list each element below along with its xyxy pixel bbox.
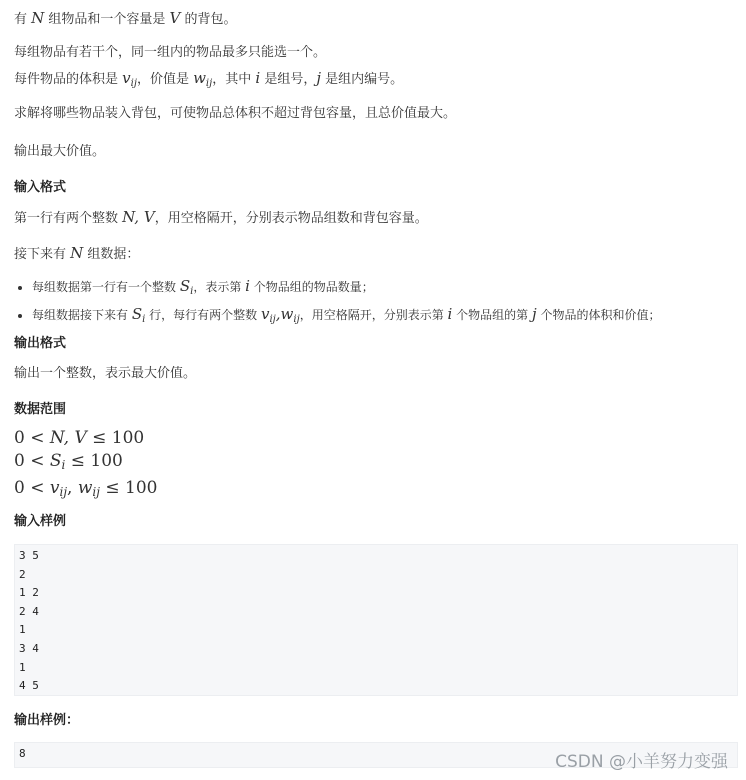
list-item xyxy=(32,303,746,331)
math-sub: ij xyxy=(205,78,213,89)
text: 每件物品的体积是 xyxy=(14,72,123,87)
text: 组物品和一个容量是 xyxy=(44,12,170,27)
text: 第一行有两个整数 xyxy=(14,211,123,226)
math-text: ≤ 100 xyxy=(65,451,123,471)
math-sub: ij xyxy=(293,314,300,325)
text: 接下来有 xyxy=(14,247,71,262)
input-format-list xyxy=(14,275,746,331)
math-S: S xyxy=(179,277,191,295)
math-text: 0 < xyxy=(14,451,50,471)
math-comma: , xyxy=(67,478,78,498)
intro-line-5: 输出最大价值。 xyxy=(14,144,106,159)
intro-line-1 xyxy=(14,6,237,32)
math-w: w xyxy=(280,305,294,323)
sample-input-code: 3 5 2 1 2 2 4 1 3 4 1 4 5 xyxy=(14,544,738,696)
intro-line-2: 每组物品有若干个，同一组内的物品最多只能选一个。 xyxy=(14,45,327,60)
math-i: i xyxy=(447,305,453,323)
output-format-heading: 输出格式 xyxy=(14,336,67,351)
sample-input-heading: 输入样例 xyxy=(14,514,67,529)
math-V: V xyxy=(169,9,181,27)
math-S: S xyxy=(131,305,143,323)
math-sub: ij xyxy=(59,485,68,499)
math-v: v xyxy=(260,305,270,323)
output-format-text: 输出一个整数，表示最大价值。 xyxy=(14,366,197,381)
input-format-line-1 xyxy=(14,205,428,231)
math-N: N xyxy=(31,9,45,27)
text: 个物品组的物品数量； xyxy=(249,280,374,294)
input-format-line-2 xyxy=(14,241,139,267)
math-w: w xyxy=(193,69,206,87)
math-S: S xyxy=(49,451,62,471)
math-text: ≤ 100 xyxy=(99,478,158,498)
list-item xyxy=(32,275,746,303)
text: 是组内编号。 xyxy=(320,72,404,87)
data-range-formulas xyxy=(14,427,157,504)
math-sub: ij xyxy=(92,485,100,499)
input-format-heading: 输入格式 xyxy=(14,180,67,195)
math-j: j xyxy=(316,69,321,87)
text: 是组号， xyxy=(260,72,317,87)
data-range-heading: 数据范围 xyxy=(14,402,67,417)
math-v: v xyxy=(122,69,131,87)
math-sub: ij xyxy=(269,314,276,325)
range-line-2 xyxy=(14,450,157,477)
math-i: i xyxy=(255,69,261,87)
csdn-watermark: CSDN @小羊努力变强 xyxy=(555,752,728,772)
math-sub: i xyxy=(190,286,194,297)
text: 组数据： xyxy=(83,247,140,262)
range-line-1 xyxy=(14,427,157,450)
text: ，用空格隔开，分别表示物品组数和背包容量。 xyxy=(154,211,428,226)
math-text: 0 < xyxy=(14,478,50,498)
math-sub: ij xyxy=(130,78,137,89)
math-sub: i xyxy=(61,458,66,472)
math-j: j xyxy=(531,305,537,323)
text: ，用空格隔开，分别表示第 xyxy=(299,308,448,322)
math-comma: , xyxy=(275,305,281,323)
text: 有 xyxy=(14,12,32,27)
sample-output-heading: 输出样例： xyxy=(14,713,80,728)
sample-output-code: 8 xyxy=(14,742,738,768)
math-text: ≤ 100 xyxy=(86,428,145,448)
math-w: w xyxy=(77,478,93,498)
math-text: 0 < xyxy=(14,428,50,448)
math-N-V: N, V xyxy=(49,428,87,448)
text: 个物品的体积和价值； xyxy=(536,308,661,322)
intro-line-4: 求解将哪些物品装入背包，可使物品总体积不超过背包容量，且总价值最大。 xyxy=(14,106,457,121)
text: ，其中 xyxy=(212,72,256,87)
text: 行，每行有两个整数 xyxy=(145,308,261,322)
math-sub: i xyxy=(142,314,146,325)
text: 的背包。 xyxy=(180,12,237,27)
text: ，表示第 xyxy=(193,280,246,294)
text: 每组数据第一行有一个整数 xyxy=(32,280,180,294)
math-v: v xyxy=(49,478,60,498)
math-i: i xyxy=(245,277,250,295)
text: 个物品组的第 xyxy=(452,308,532,322)
text: ，价值是 xyxy=(136,72,194,87)
math-N-V: N, V xyxy=(122,208,155,226)
math-N: N xyxy=(70,244,84,262)
text: 每组数据接下来有 xyxy=(32,308,132,322)
intro-line-3 xyxy=(14,66,403,96)
range-line-3 xyxy=(14,477,157,504)
